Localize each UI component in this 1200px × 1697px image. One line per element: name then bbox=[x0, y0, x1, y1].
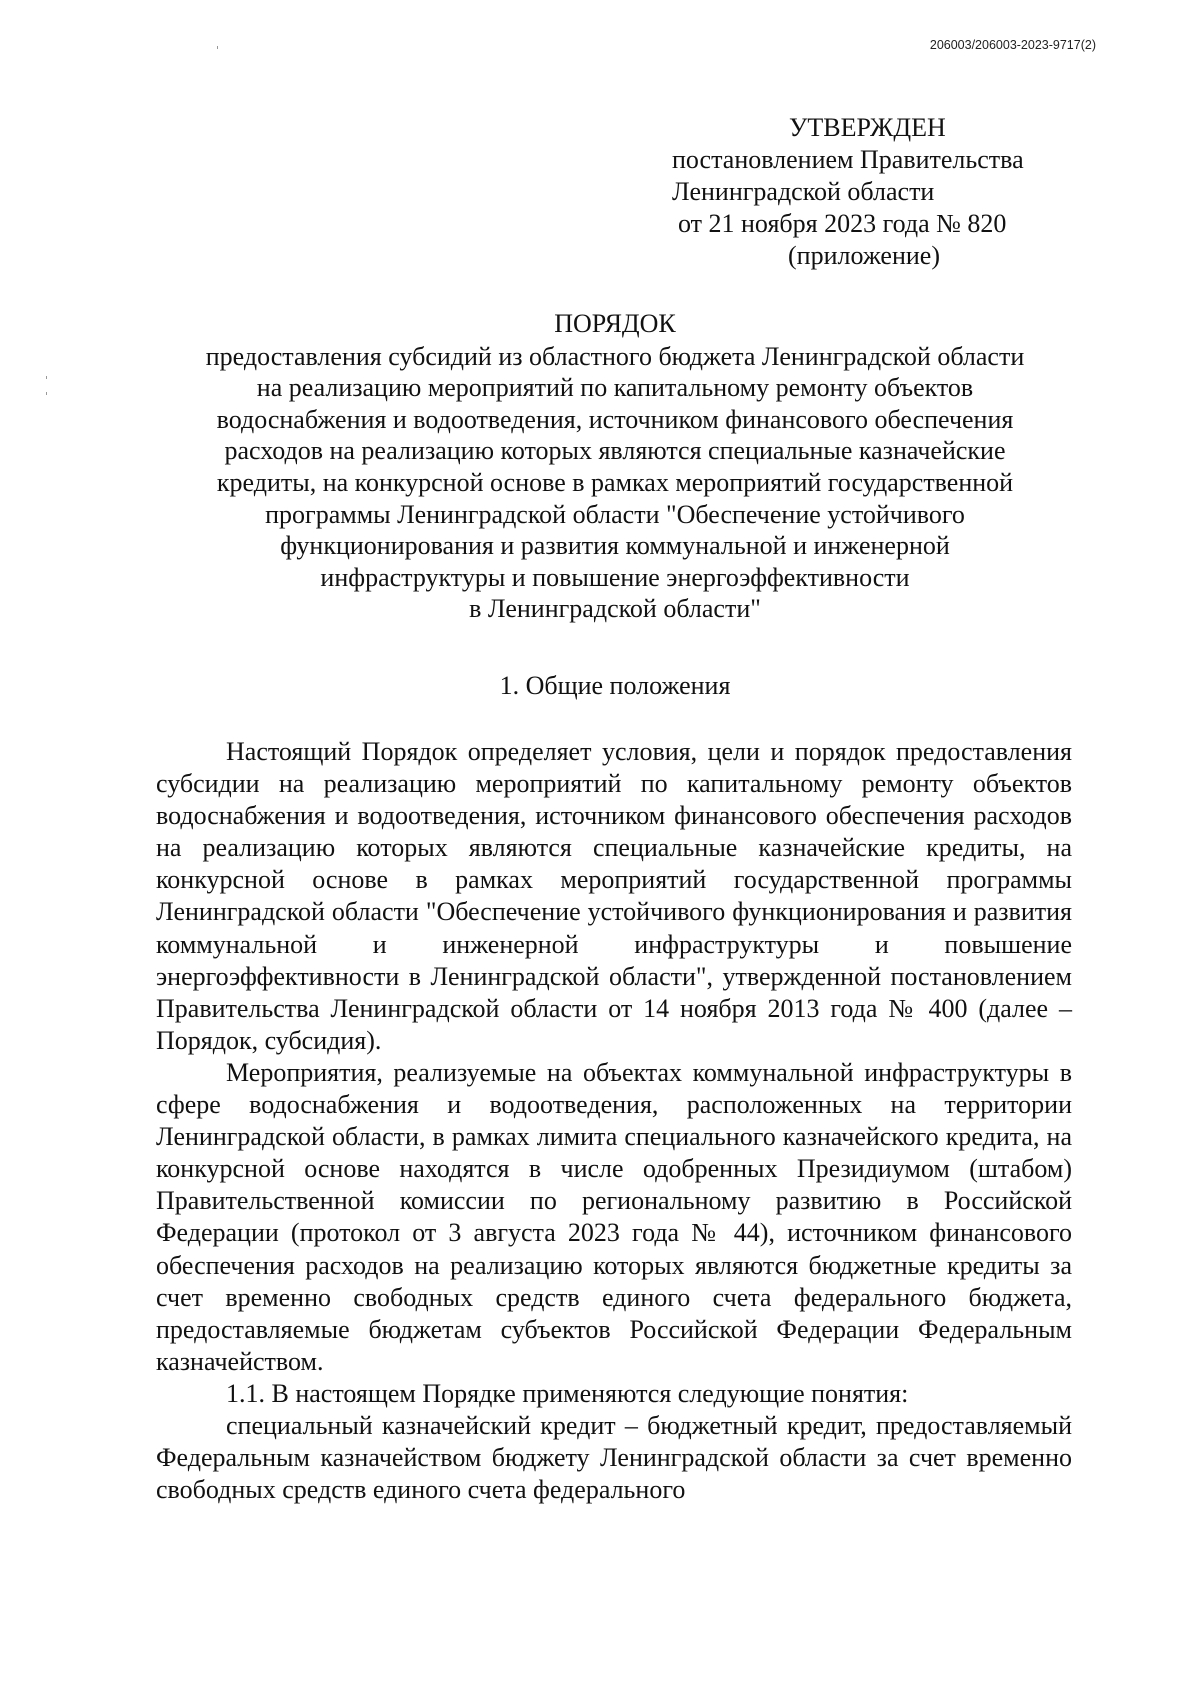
title-line: функционирования и развития коммунальной и инженерной bbox=[280, 531, 950, 561]
title-line: водоснабжения и водоотведения, источником финансового обеспечения bbox=[216, 404, 1014, 434]
scan-speck bbox=[217, 46, 218, 49]
paragraph: Настоящий Порядок определяет условия, цели и порядок предоставления субсидии на реализацию мероприятий по капитальному ремонту объектов водоснабжения и водоотведения, источником финансового обеспечения расходов на реализацию которых являются специальные казначейские кредиты, на конкурсной основе в рамках мероприятий государственной программы Ленинградской области "Обеспечение устойчивого функционирования и развития коммунальной и инженерной инфраструктуры и повышение энергоэффективности в Ленинградской области", утвержденной постановлением Правительства Ленинградской области от 14 ноября 2013 года № 400 (далее – Порядок, субсидия). bbox=[156, 737, 1072, 1055]
paragraph: 1.1. В настоящем Порядке применяются следующие понятия: bbox=[226, 1378, 909, 1408]
approval-line: от 21 ноября 2023 года № 820 bbox=[678, 209, 1007, 238]
scan-speck bbox=[46, 376, 47, 379]
document-number: 206003/206003-2023-9717(2) bbox=[929, 38, 1096, 52]
title-line: на реализацию мероприятий по капитальному ремонту объектов bbox=[256, 373, 974, 403]
title-line: в Ленинградской области" bbox=[469, 594, 761, 624]
title-line: программы Ленинградской области "Обеспечение устойчивого bbox=[265, 499, 965, 529]
scan-speck bbox=[46, 392, 47, 395]
section-title: 1. Общие положения bbox=[499, 671, 731, 700]
title-line: кредиты, на конкурсной основе в рамках мероприятий государственной bbox=[216, 467, 1014, 497]
paragraph: специальный казначейский кредит – бюджетный кредит, предоставляемый Федеральным казначейством бюджету Ленинградской области за счет временно свободных средств единого счета федерального bbox=[156, 1410, 1072, 1505]
document-title bbox=[150, 308, 1080, 625]
approval-line: постановлением Правительства bbox=[672, 145, 1024, 174]
approval-line: Ленинградской области bbox=[672, 177, 935, 206]
approval-title: УТВЕРЖДЕН bbox=[789, 113, 946, 142]
title-heading: ПОРЯДОК bbox=[554, 309, 676, 338]
title-line: предоставления субсидий из областного бюджета Ленинградской области bbox=[205, 341, 1025, 371]
approval-line: (приложение) bbox=[788, 241, 941, 270]
title-line: инфраструктуры и повышение энергоэффективности bbox=[320, 562, 910, 592]
title-line: расходов на реализацию которых являются специальные казначейские bbox=[224, 436, 1006, 466]
document-body bbox=[156, 736, 1072, 1506]
paragraph: Мероприятия, реализуемые на объектах коммунальной инфраструктуры в сфере водоснабжения и водоотведения, расположенных на территории Ленинградской области, в рамках лимита специального казначейского кредита, на конкурсной основе находятся в числе одобренных Президиумом (штабом) Правительственной комиссии по региональному развитию в Российской Федерации (протокол от 3 августа 2023 года № 44), источником финансового обеспечения расходов на реализацию которых являются бюджетные кредиты за счет временно свободных средств единого счета федерального бюджета, предоставляемые бюджетам субъектов Российской Федерации Федеральным казначейством. bbox=[156, 1057, 1072, 1376]
approval-stamp bbox=[672, 112, 1024, 272]
